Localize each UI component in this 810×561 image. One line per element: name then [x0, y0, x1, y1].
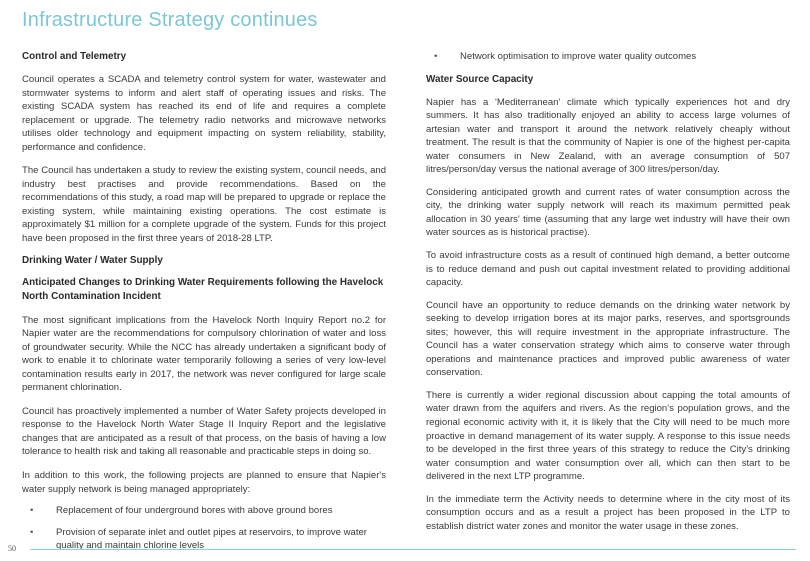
planned-projects-paragraph: In addition to this work, the following projects are planned to ensure that Napier's water supply network is being managed appropriately:	[22, 470, 386, 495]
left-column	[22, 50, 386, 561]
drinking-water-heading: Drinking Water / Water Supply	[22, 254, 163, 266]
page-number: 50	[8, 544, 16, 553]
regional-discussion-paragraph: There is currently a wider regional discussion about capping the total amounts of water drawn from the aquifers and rivers. As the region's population grows, and the regional economic activity with it, it is likely that the City will need to be much more proactive in demand management of its water supply. A response to this issue needs to be developed in the first three years of this strategy to reduce the City's drinking water consumption and water consumption over all, which can then start to be delivered in the next LTP programme.	[426, 389, 790, 483]
page-title: Infrastructure Strategy continues	[22, 9, 318, 31]
footer-divider	[30, 549, 796, 550]
planned-projects-list-continued	[426, 50, 790, 64]
anticipated-changes-heading: Anticipated Changes to Drinking Water Requirements following the Havelock North Contamination Incident	[22, 276, 384, 302]
right-column	[426, 50, 790, 542]
list-item: • Network optimisation to improve water quality outcomes	[426, 50, 790, 64]
list-item: • Replacement of four underground bores with above ground bores	[22, 504, 386, 518]
control-telemetry-heading: Control and Telemetry	[22, 51, 127, 62]
planned-projects-list	[22, 504, 386, 553]
list-item: • Provision of separate inlet and outlet pipes at reservoirs, to improve water quality and maintain chlorine levels	[22, 526, 386, 553]
conservation-paragraph: Council have an opportunity to reduce demands on the drinking water network by seeking to develop irrigation bores at its major parks, reserves, and sportsgrounds sites; however, this will require investment in the appropriate infrastructure. The Council has a water conservation strategy which aims to conserve water through operations and maintenance practices and improved public awareness of water conservation.	[426, 299, 790, 379]
water-zones-paragraph: In the immediate term the Activity needs to determine where in the city most of its consumption occurs and as a result a project has been proposed in the LTP to establish district water zones and monitor the water usage in these zones.	[426, 493, 790, 532]
water-source-capacity-heading: Water Source Capacity	[426, 73, 534, 85]
climate-paragraph: Napier has a 'Mediterranean' climate which typically experiences hot and dry summers. It has also traditionally enjoyed an ability to access large volumes of artesian water and transport it around the network relatively cheaply without treatment. The result is that the community of Napier is one of the highest per-capita water consumers in New Zealand, with an average consumption of 507 litres/person/day versus the national average of 300 litres/person/day.	[426, 96, 790, 176]
water-safety-paragraph: Council has proactively implemented a number of Water Safety projects developed in response to the Havelock North Water Stage II Inquiry Report and the legislative changes that are anticipated as a result of that process, on the basis of having a low tolerance to health risk and taking all reasonable and practicable steps in doing so.	[22, 405, 386, 458]
inquiry-implications-paragraph: The most significant implications from the Havelock North Inquiry Report no.2 for Napier water are the recommendations for compulsory chlorination of water and loss of groundwater security. While the NCC has already undertaken a significant body of work to enable it to chlorinate water temporarily following a series of very low-level contamination results early in 2017, the network was never configured for large scale permanent chlorination.	[22, 314, 386, 394]
scada-paragraph: Council operates a SCADA and telemetry control system for water, wastewater and stormwater systems to inform and alert staff of operating issues and risks. The existing SCADA system has reached its end of life and requires a complete replacement or upgrade. The telemetry radio networks and microwave networks utilises older technology and equipment impacting on system reliability, stability, performance and confidence.	[22, 74, 386, 153]
demand-paragraph: To avoid infrastructure costs as a result of continued high demand, a better outcome is to reduce demand and push out capital investment related to providing additional capacity.	[426, 250, 790, 289]
growth-paragraph: Considering anticipated growth and current rates of water consumption across the city, the drinking water supply network will reach its maximum permitted peak allocation in 30 years' time (assuming that any large wet industry will have their own water sources as is historical practise).	[426, 186, 790, 239]
scada-review-paragraph: The Council has undertaken a study to review the existing system, council needs, and industry best practises and provide recommendations. Based on the recommendations of this study, a road map will be prepared to upgrade or replace the existing system, while maintaining existing operations. The cost estimate is approximately $1 million for a complete upgrade of the system. Funds for this project have been proposed in the first three years of 2018-28 LTP.	[22, 165, 386, 245]
